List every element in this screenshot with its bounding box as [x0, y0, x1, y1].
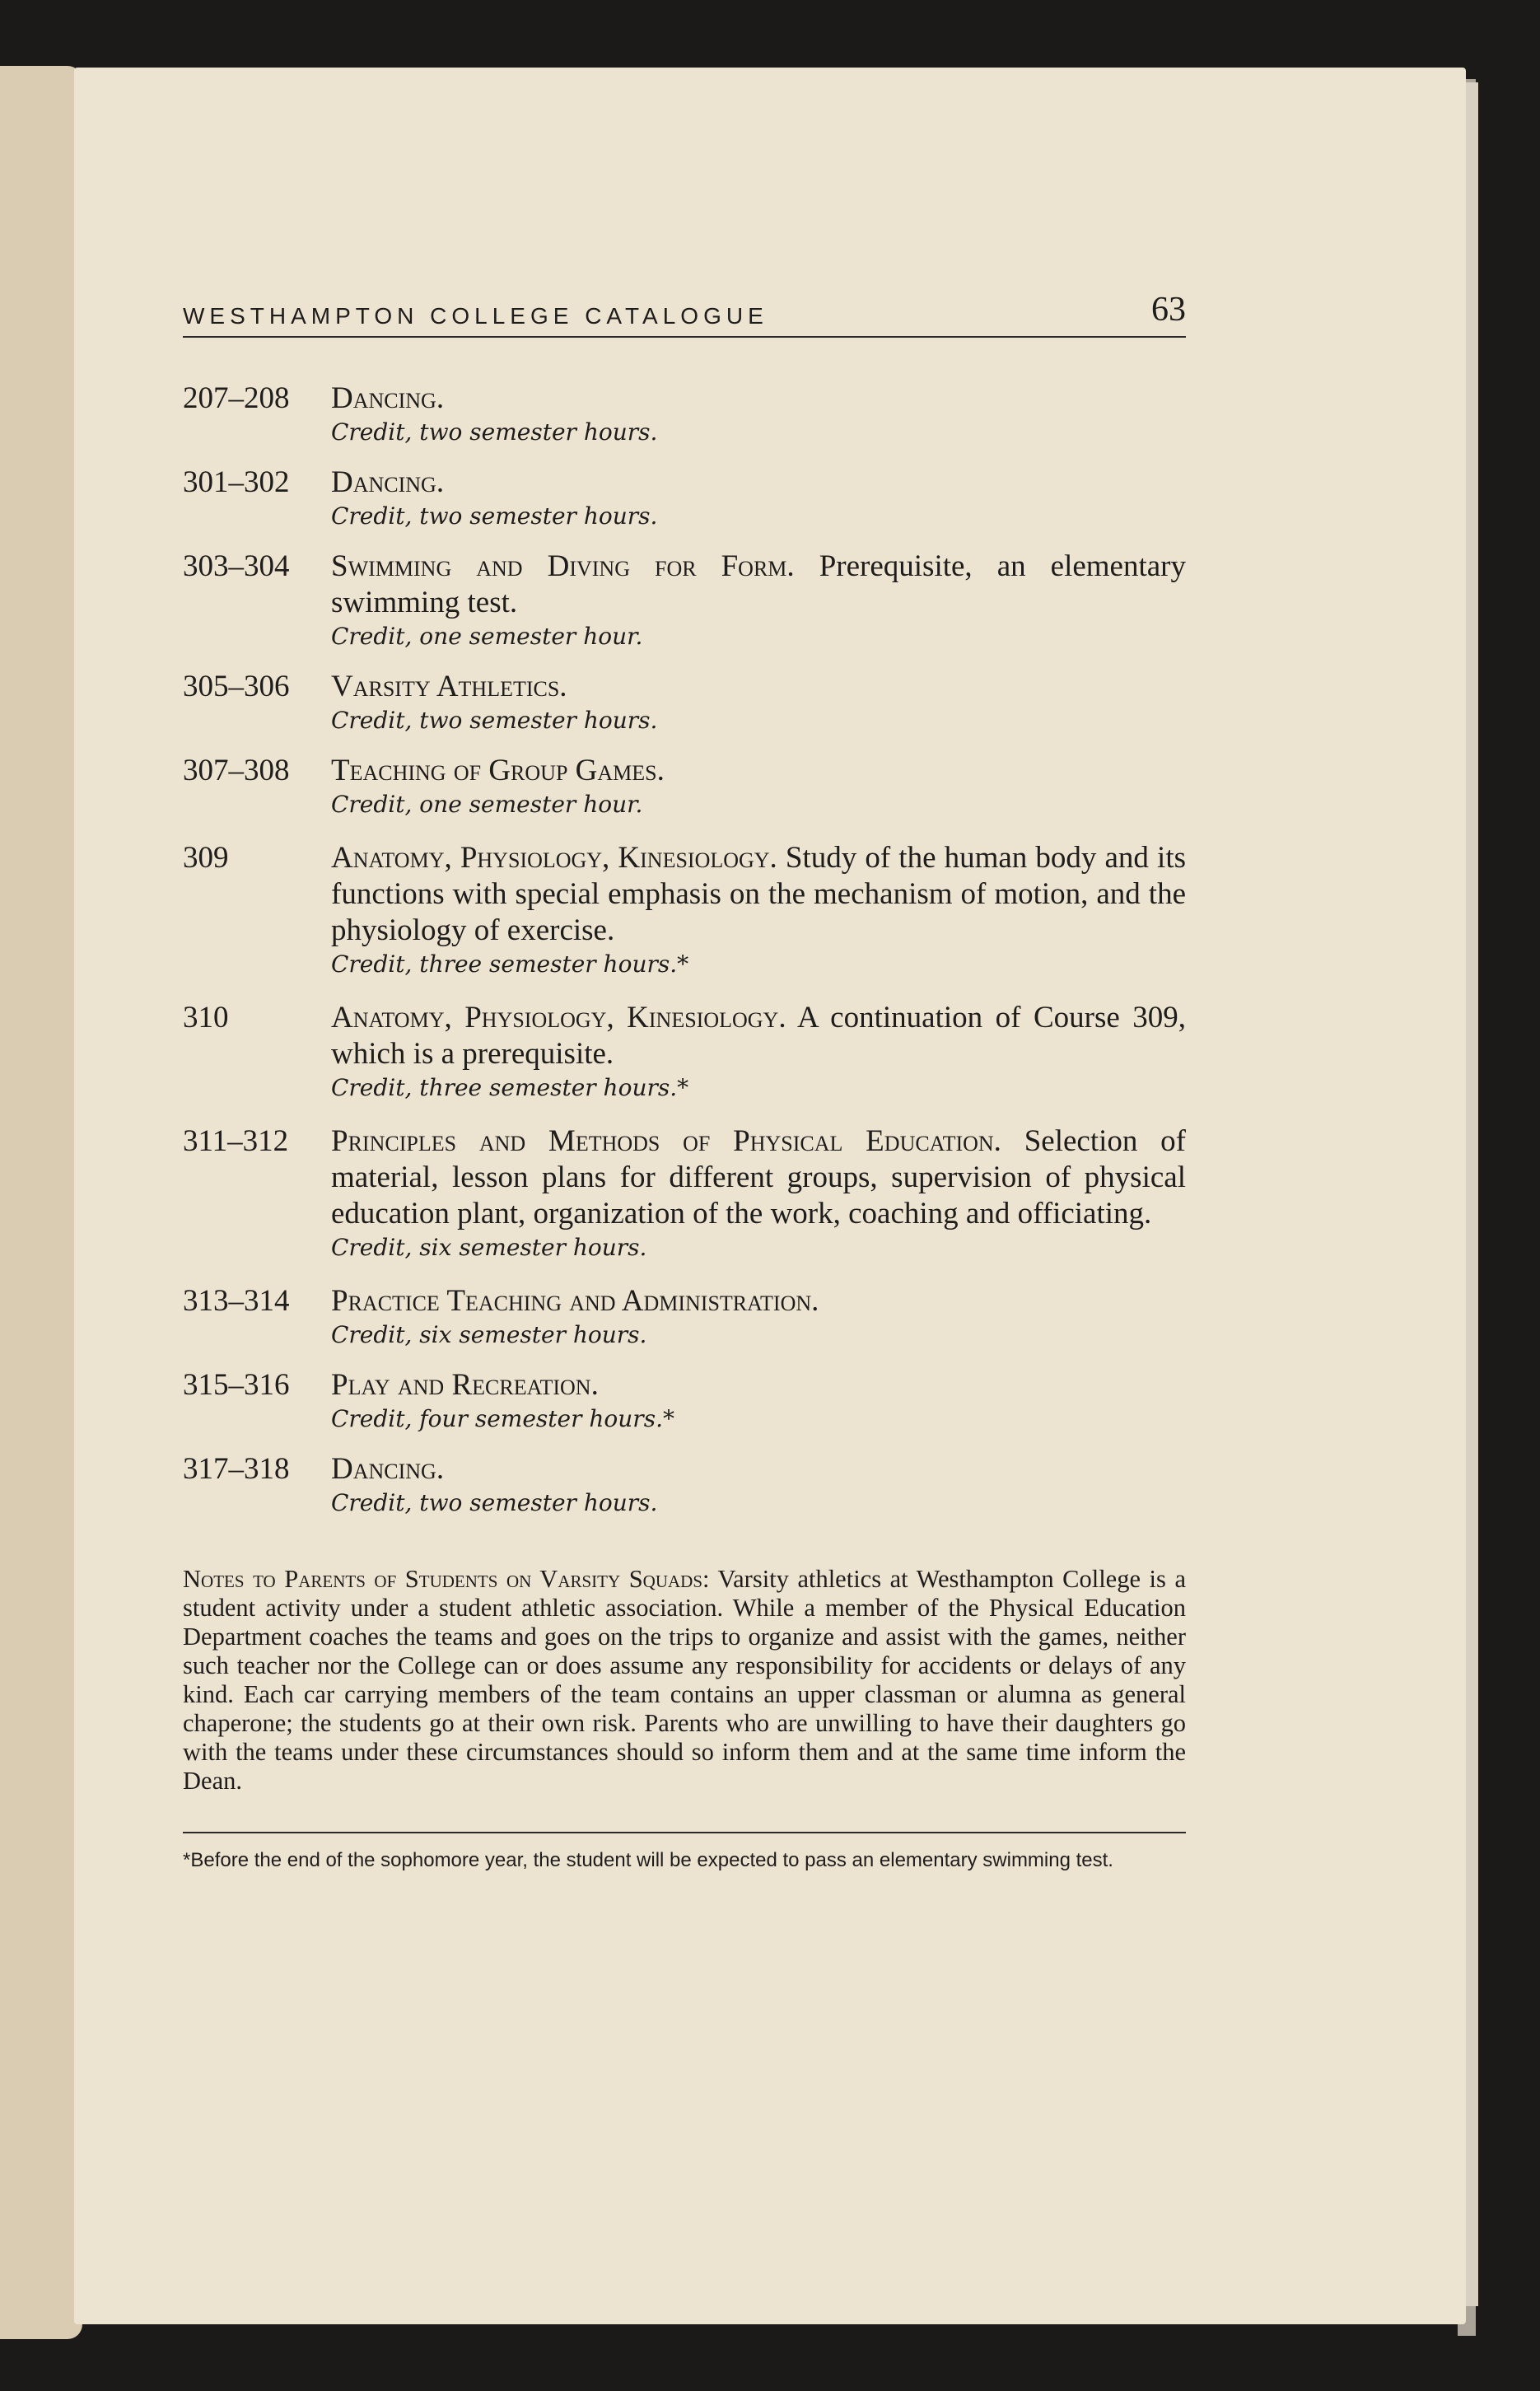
course-number: 311–312: [183, 1124, 289, 1158]
course-entry: [183, 381, 1186, 448]
course-title: Dancing.: [331, 465, 445, 499]
course-title: Swimming and Diving for Form.: [331, 549, 795, 583]
course-title: Play and Recreation.: [331, 1368, 599, 1402]
course-credit: Credit, two semester hours.: [331, 707, 658, 734]
course-number: 207–208: [183, 381, 290, 415]
course-description: A continuation of Course 309, which is a prerequisite.: [331, 1001, 1186, 1071]
course-body: [331, 381, 1186, 448]
course-entry: [183, 1283, 1186, 1351]
running-head: [183, 280, 1186, 338]
course-number: 307–308: [183, 754, 290, 787]
course-body: [331, 1451, 1186, 1519]
course-credit: Credit, three semester hours.*: [331, 950, 689, 978]
running-title: WESTHAMPTON COLLEGE CATALOGUE: [183, 303, 768, 329]
previous-page-edge: [0, 66, 82, 2339]
course-credit: Credit, four semester hours.*: [331, 1405, 674, 1432]
course-number: 309: [183, 841, 229, 875]
notes-text: Varsity athletics at Westhampton College is a student activity under a student athletic association. While a member of the Physical Education Department coaches the teams and goes on the trips to organize and assist with the games, neither such teacher nor the College can or does assume any responsibility for accidents or delays of any kind. Each car carrying members of the team contains an upper classman or alumna as general chaperone; the students go at their own risk. Parents who are unwilling to have their daughters go with the teams under these circumstances should so inform them and at the same time inform the Dean.: [183, 1565, 1186, 1795]
course-title: Dancing.: [331, 1452, 445, 1486]
course-number: 310: [183, 1001, 229, 1034]
course-entry: [183, 840, 1186, 980]
notes-paragraph: [183, 1565, 1186, 1796]
course-body: [331, 1123, 1186, 1263]
course-credit: Credit, six semester hours.: [331, 1234, 647, 1261]
course-entry: [183, 753, 1186, 820]
course-title: Practice Teaching and Administration.: [331, 1284, 819, 1318]
course-number: 313–314: [183, 1284, 290, 1318]
page-number: 63: [1151, 291, 1186, 329]
course-entry: [183, 1123, 1186, 1263]
course-body: [331, 465, 1186, 532]
course-number: 317–318: [183, 1452, 290, 1486]
notes-heading: Notes to Parents of Students on Varsity Squads:: [183, 1565, 710, 1593]
course-body: [331, 1283, 1186, 1351]
course-title: Principles and Methods of Physical Education.: [331, 1124, 1001, 1158]
course-description: Study of the human body and its functions with special emphasis on the mechanism of motion, and the physiology of exercise.: [331, 841, 1186, 947]
course-entry: [183, 549, 1186, 652]
course-body: [331, 840, 1186, 980]
course-body: [331, 549, 1186, 652]
course-body: [331, 1367, 1186, 1435]
course-body: [331, 1000, 1186, 1104]
course-credit: Credit, two semester hours.: [331, 502, 658, 530]
course-list: [183, 381, 1186, 1519]
course-credit: Credit, one semester hour.: [331, 791, 643, 818]
footnote: *Before the end of the sophomore year, the student will be expected to pass an elementary swimming test.: [183, 1849, 1113, 1871]
course-title: Anatomy, Physiology, Kinesiology.: [331, 841, 777, 875]
course-credit: Credit, six semester hours.: [331, 1321, 647, 1348]
course-credit: Credit, two semester hours.: [331, 1489, 658, 1516]
course-title: Dancing.: [331, 381, 445, 415]
course-description: Selection of material, lesson plans for different groups, supervision of physical education plant, organization of the work, coaching and officiating.: [331, 1124, 1186, 1231]
course-title: Varsity Athletics.: [331, 670, 567, 703]
course-entry: [183, 465, 1186, 532]
course-entry: [183, 1000, 1186, 1104]
course-number: 301–302: [183, 465, 290, 499]
course-title: Teaching of Group Games.: [331, 754, 665, 787]
footnote-rule: [183, 1832, 1186, 1833]
course-credit: Credit, three semester hours.*: [331, 1074, 689, 1101]
course-title: Anatomy, Physiology, Kinesiology.: [331, 1001, 786, 1034]
course-number: 303–304: [183, 549, 290, 583]
page-content: [183, 280, 1186, 1873]
course-entry: [183, 669, 1186, 736]
course-number: 315–316: [183, 1368, 290, 1402]
course-body: [331, 669, 1186, 736]
course-credit: Credit, one semester hour.: [331, 623, 643, 650]
course-number: 305–306: [183, 670, 290, 703]
course-body: [331, 753, 1186, 820]
course-entry: [183, 1367, 1186, 1435]
course-description: Prerequisite, an elementary swimming test.: [331, 549, 1187, 619]
course-entry: [183, 1451, 1186, 1519]
course-credit: Credit, two semester hours.: [331, 418, 658, 446]
